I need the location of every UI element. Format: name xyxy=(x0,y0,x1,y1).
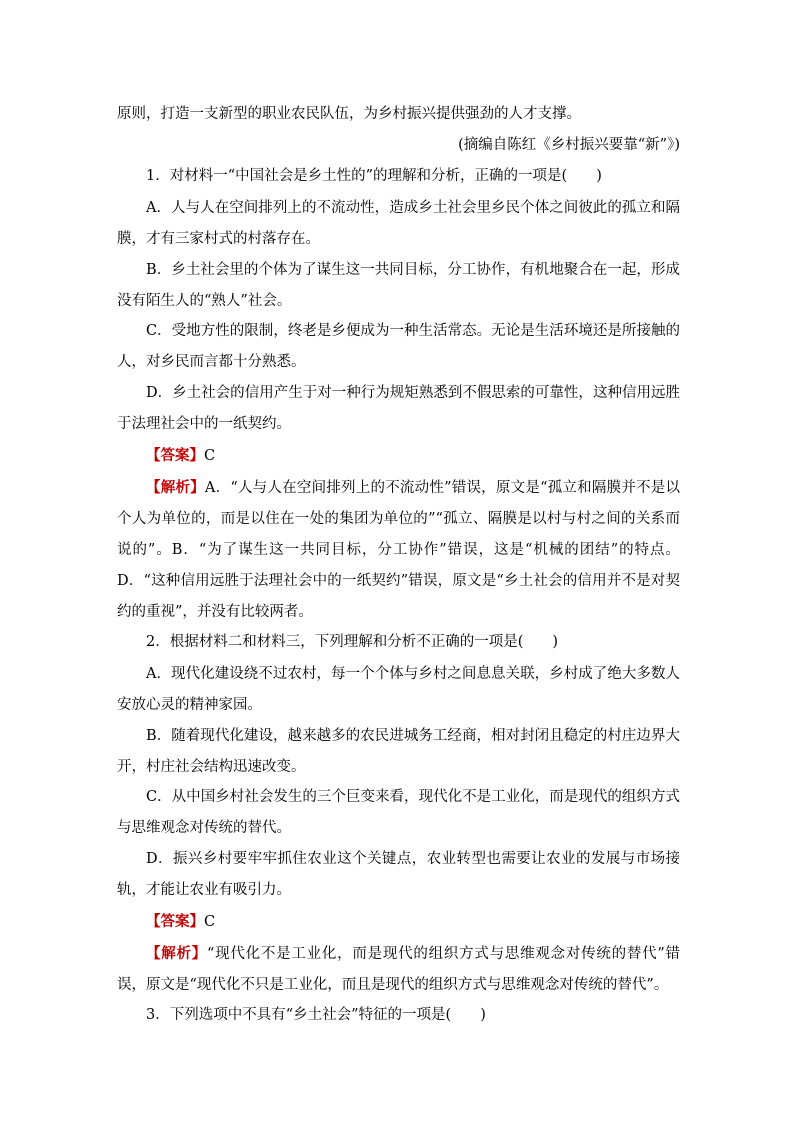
intro-tail-paragraph: 原则，打造一支新型的职业农民队伍，为乡村振兴提供强劲的人才支撑。 xyxy=(117,106,581,122)
q2-analysis-text: “现代化不是工业化，而是现代的组织方式与思维观念对传统的替代”错误，原文是“现代化不只是工业化，而且是现代的组织方式与思维观念对传统的替代”。 xyxy=(117,946,681,993)
q1-analysis xyxy=(117,472,680,628)
citation: (摘编自陈红《乡村振兴要靠“新”》) xyxy=(458,137,680,153)
answer-tag: 【答案】 xyxy=(146,447,204,464)
q2-answer-value: C xyxy=(204,914,216,930)
q2-stem: 2．根据材料二和材料三，下列理解和分析不正确的一项是( ) xyxy=(146,634,559,650)
q2-option-d: D．振兴乡村要牢牢抓住农业这个关键点，农业转型也需要让农业的发展与市场接轨，才能让农业有吸引力。 xyxy=(117,851,680,898)
q2-option-b: B．随着现代化建设，越来越多的农民进城务工经商，相对封闭且稳定的村庄边界大开，村庄社会结构迅速改变。 xyxy=(117,728,680,775)
analysis-tag: 【解析】 xyxy=(146,479,205,496)
q2-option-c: C．从中国乡村社会发生的三个巨变来看，现代化不是工业化，而是现代的组织方式与思维观念对传统的替代。 xyxy=(117,789,680,836)
q1-stem: 1．对材料一“中国社会是乡土性的”的理解和分析，正确的一项是( ) xyxy=(146,168,602,184)
analysis-tag: 【解析】 xyxy=(146,945,207,962)
q2-answer xyxy=(117,906,680,938)
q3-stem: 3．下列选项中不具有“乡土社会”特征的一项是( ) xyxy=(146,1007,486,1023)
q1-answer-value: C xyxy=(204,448,216,464)
q1-option-a: A．人与人在空间排列上的不流动性，造成乡土社会里乡民个体之间彼此的孤立和隔膜，才有三家村式的村落存在。 xyxy=(117,200,680,247)
q1-option-d: D．乡土社会的信用产生于对一种行为规矩熟悉到不假思索的可靠性，这种信用远胜于法理社会中的一纸契约。 xyxy=(117,385,680,432)
q1-option-c: C．受地方性的限制，终老是乡便成为一种生活常态。无论是生活环境还是所接触的人，对乡民而言都十分熟悉。 xyxy=(117,323,680,370)
q2-option-a: A．现代化建设绕不过农村，每一个个体与乡村之间息息关联，乡村成了绝大多数人安放心灵的精神家园。 xyxy=(117,666,680,713)
q1-option-b: B．乡土社会里的个体为了谋生这一共同目标，分工协作，有机地聚合在一起，形成没有陌生人的“熟人”社会。 xyxy=(117,262,680,309)
q1-analysis-text: A．“人与人在空间排列上的不流动性”错误，原文是“孤立和隔膜并不是以个人为单位的，而是以住在一处的集团为单位的”“孤立、隔膜是以村与村之间的关系而说的”。B．“为了谋生这一共同目标，分工协作”错误，这是“机械的团结”的特点。D．“这种信用远胜于法理社会中的一纸契约”错误，原文是“乡土社会的信用并不是对契约的重视”，并没有比较两者。 xyxy=(117,480,680,620)
q1-answer xyxy=(117,440,680,472)
answer-tag: 【答案】 xyxy=(146,913,204,930)
q2-analysis xyxy=(117,938,680,1001)
